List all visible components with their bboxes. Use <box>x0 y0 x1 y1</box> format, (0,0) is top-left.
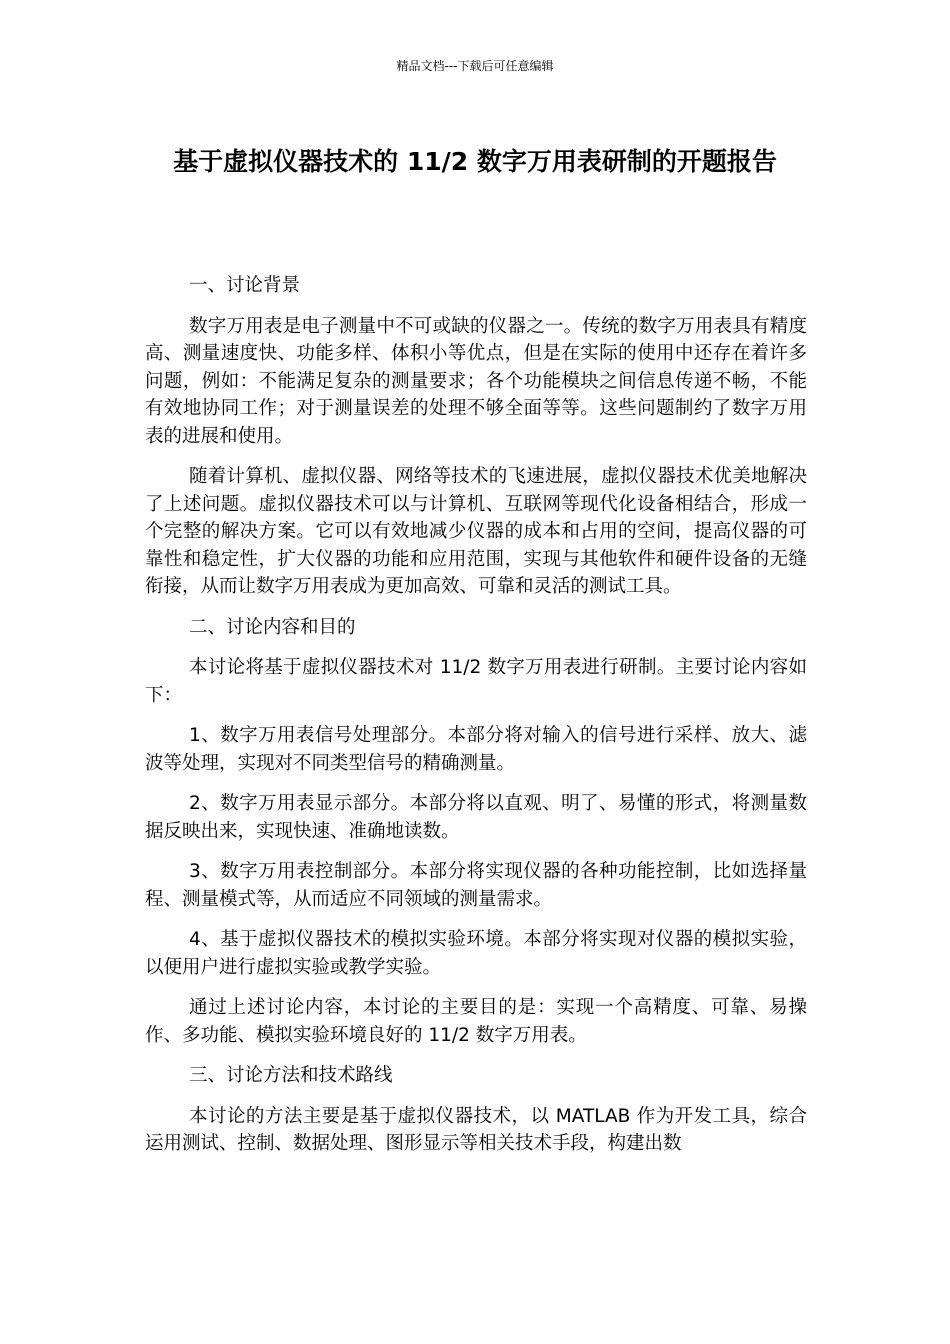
list-item-simulation: 4、基于虚拟仪器技术的模拟实验环境。本部分将实现对仪器的模拟实验，以便用户进行虚拟实验或教学实验。 <box>145 929 807 978</box>
list-item-signal-processing: 1、数字万用表信号处理部分。本部分将对输入的信号进行采样、放大、滤波等处理，实现对不同类型信号的精确测量。 <box>145 725 807 774</box>
paragraph-content-intro: 本讨论将基于虚拟仪器技术对 11/2 数字万用表进行研制。主要讨论内容如下： <box>145 657 807 706</box>
paragraph-background-1: 数字万用表是电子测量中不可或缺的仪器之一。传统的数字万用表具有精度高、测量速度快、功能多样、体积小等优点，但是在实际的使用中还存在着许多问题，例如：不能满足复杂的测量要求；各个功能模块之间信息传递不畅，不能有效地协同工作；对于测量误差的处理不够全面等等。这些问题制约了数字万用表的进展和使用。 <box>145 315 807 447</box>
section-heading-background: 一、讨论背景 <box>189 275 301 296</box>
document-title: 基于虚拟仪器技术的 11/2 数字万用表研制的开题报告 <box>173 147 777 176</box>
list-item-display: 2、数字万用表显示部分。本部分将以直观、明了、易懂的形式，将测量数据反映出来，实现快速、准确地读数。 <box>145 793 807 842</box>
section-heading-method: 三、讨论方法和技术路线 <box>189 1065 393 1086</box>
section-heading-content-purpose: 二、讨论内容和目的 <box>189 616 356 638</box>
document-body <box>145 272 807 1171</box>
paragraph-background-2: 随着计算机、虚拟仪器、网络等技术的飞速进展，虚拟仪器技术优美地解决了上述问题。虚拟仪器技术可以与计算机、互联网等现代化设备相结合，形成一个完整的解决方案。它可以有效地减少仪器的成本和占用的空间，提高仪器的可靠性和稳定性，扩大仪器的功能和应用范围，实现与其他软件和硬件设备的无缝衔接，从而让数字万用表成为更加高效、可靠和灵活的测试工具。 <box>145 466 807 597</box>
paragraph-purpose-summary: 通过上述讨论内容，本讨论的主要目的是：实现一个高精度、可靠、易操作、多功能、模拟实验环境良好的 11/2 数字万用表。 <box>145 997 807 1046</box>
page-header-note: 精品文档---下载后可任意编辑 <box>396 59 554 73</box>
paragraph-method-1: 本讨论的方法主要是基于虚拟仪器技术，以 MATLAB 作为开发工具，综合运用测试、控制、数据处理、图形显示等相关技术手段，构建出数 <box>145 1105 807 1154</box>
list-item-control: 3、数字万用表控制部分。本部分将实现仪器的各种功能控制，比如选择量程、测量模式等，从而适应不同领域的测量需求。 <box>145 861 807 910</box>
